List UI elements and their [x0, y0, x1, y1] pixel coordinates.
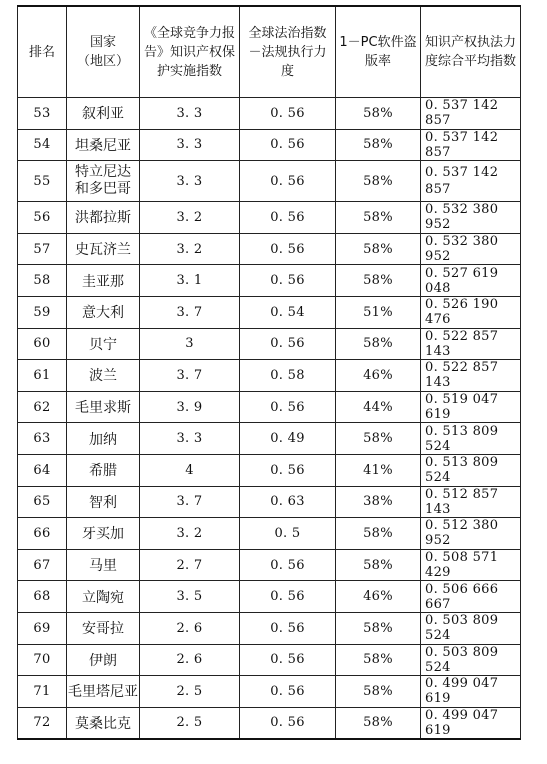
- cell-piracy-rate: 38%: [336, 486, 421, 518]
- cell-composite-index: 0. 532 380 952: [421, 202, 521, 234]
- cell-ip-index: 2. 7: [140, 549, 240, 581]
- cell-country: 叙利亚: [67, 98, 140, 130]
- cell-ip-index: 3. 5: [140, 581, 240, 613]
- cell-country: 安哥拉: [67, 612, 140, 644]
- table-row: [18, 328, 521, 360]
- table-row: [18, 233, 521, 265]
- cell-composite-index: 0. 513 809 524: [421, 423, 521, 455]
- table-row: [18, 644, 521, 676]
- cell-rule-index: 0. 56: [240, 549, 336, 581]
- cell-rank: 69: [18, 612, 67, 644]
- cell-composite-index: 0. 506 666 667: [421, 581, 521, 613]
- cell-rank: 63: [18, 423, 67, 455]
- cell-rule-index: 0. 56: [240, 265, 336, 297]
- header-country: 国家 （地区）: [67, 6, 140, 98]
- cell-composite-index: 0. 537 142 857: [421, 98, 521, 130]
- header-row: [18, 6, 521, 98]
- table-row: [18, 202, 521, 234]
- cell-rule-index: 0. 56: [240, 391, 336, 423]
- cell-rule-index: 0. 56: [240, 328, 336, 360]
- cell-piracy-rate: 58%: [336, 518, 421, 550]
- cell-rule-index: 0. 56: [240, 129, 336, 161]
- cell-ip-index: 2. 5: [140, 676, 240, 708]
- cell-ip-index: 3. 3: [140, 98, 240, 130]
- cell-rule-index: 0. 56: [240, 454, 336, 486]
- cell-piracy-rate: 51%: [336, 296, 421, 328]
- cell-country: 莫桑比克: [67, 707, 140, 739]
- cell-rule-index: 0. 56: [240, 612, 336, 644]
- cell-ip-index: 3: [140, 328, 240, 360]
- cell-piracy-rate: 58%: [336, 233, 421, 265]
- cell-piracy-rate: 58%: [336, 202, 421, 234]
- cell-ip-index: 3. 7: [140, 486, 240, 518]
- cell-rule-index: 0. 56: [240, 98, 336, 130]
- cell-composite-index: 0. 522 857 143: [421, 360, 521, 392]
- cell-piracy-rate: 58%: [336, 549, 421, 581]
- cell-rank: 71: [18, 676, 67, 708]
- table-row: [18, 129, 521, 161]
- cell-ip-index: 3. 2: [140, 202, 240, 234]
- cell-rule-index: 0. 56: [240, 233, 336, 265]
- cell-ip-index: 4: [140, 454, 240, 486]
- cell-rank: 58: [18, 265, 67, 297]
- cell-country: 加纳: [67, 423, 140, 455]
- cell-piracy-rate: 46%: [336, 581, 421, 613]
- cell-composite-index: 0. 499 047 619: [421, 707, 521, 739]
- cell-country: 意大利: [67, 296, 140, 328]
- cell-ip-index: 2. 6: [140, 644, 240, 676]
- table-row: [18, 581, 521, 613]
- cell-country: 波兰: [67, 360, 140, 392]
- cell-country: 立陶宛: [67, 581, 140, 613]
- cell-ip-index: 2. 5: [140, 707, 240, 739]
- cell-composite-index: 0. 513 809 524: [421, 454, 521, 486]
- header-rule-of-law-index: 全球法治指数－法规执行力度: [240, 6, 336, 98]
- cell-ip-index: 3. 3: [140, 423, 240, 455]
- cell-ip-index: 3. 7: [140, 296, 240, 328]
- cell-country: 特立尼达 和多巴哥: [67, 161, 140, 202]
- cell-country: 圭亚那: [67, 265, 140, 297]
- table-row: [18, 454, 521, 486]
- cell-country: 希腊: [67, 454, 140, 486]
- cell-rule-index: 0. 56: [240, 161, 336, 202]
- table-row: [18, 391, 521, 423]
- cell-rank: 64: [18, 454, 67, 486]
- cell-rank: 53: [18, 98, 67, 130]
- cell-ip-index: 3. 1: [140, 265, 240, 297]
- cell-composite-index: 0. 503 809 524: [421, 612, 521, 644]
- cell-country: 史瓦济兰: [67, 233, 140, 265]
- table-row: [18, 161, 521, 202]
- table-row: [18, 423, 521, 455]
- cell-rank: 60: [18, 328, 67, 360]
- cell-rank: 67: [18, 549, 67, 581]
- cell-piracy-rate: 58%: [336, 612, 421, 644]
- header-composite-index: 知识产权执法力度综合平均指数: [421, 6, 521, 98]
- table-row: [18, 98, 521, 130]
- cell-piracy-rate: 46%: [336, 360, 421, 392]
- cell-piracy-rate: 58%: [336, 265, 421, 297]
- cell-rule-index: 0. 56: [240, 202, 336, 234]
- cell-country: 智利: [67, 486, 140, 518]
- header-rank: 排名: [18, 6, 67, 98]
- cell-piracy-rate: 58%: [336, 161, 421, 202]
- cell-rule-index: 0. 56: [240, 707, 336, 739]
- cell-rule-index: 0. 63: [240, 486, 336, 518]
- cell-ip-index: 2. 6: [140, 612, 240, 644]
- cell-rank: 62: [18, 391, 67, 423]
- cell-rank: 68: [18, 581, 67, 613]
- cell-rank: 70: [18, 644, 67, 676]
- table-row: [18, 612, 521, 644]
- table-row: [18, 707, 521, 739]
- cell-rank: 59: [18, 296, 67, 328]
- cell-piracy-rate: 41%: [336, 454, 421, 486]
- header-piracy-rate: 1－PC软件盗版率: [336, 6, 421, 98]
- cell-country: 伊朗: [67, 644, 140, 676]
- cell-composite-index: 0. 503 809 524: [421, 644, 521, 676]
- cell-rank: 61: [18, 360, 67, 392]
- cell-rule-index: 0. 54: [240, 296, 336, 328]
- cell-piracy-rate: 44%: [336, 391, 421, 423]
- cell-composite-index: 0. 537 142 857: [421, 129, 521, 161]
- cell-country: 贝宁: [67, 328, 140, 360]
- cell-rank: 55: [18, 161, 67, 202]
- cell-rank: 57: [18, 233, 67, 265]
- table-row: [18, 360, 521, 392]
- cell-rule-index: 0. 58: [240, 360, 336, 392]
- cell-piracy-rate: 58%: [336, 328, 421, 360]
- cell-piracy-rate: 58%: [336, 644, 421, 676]
- cell-rule-index: 0. 56: [240, 676, 336, 708]
- cell-composite-index: 0. 512 380 952: [421, 518, 521, 550]
- cell-rank: 54: [18, 129, 67, 161]
- cell-country: 坦桑尼亚: [67, 129, 140, 161]
- table-container: [17, 5, 521, 740]
- cell-piracy-rate: 58%: [336, 707, 421, 739]
- cell-rank: 56: [18, 202, 67, 234]
- cell-composite-index: 0. 532 380 952: [421, 233, 521, 265]
- cell-rule-index: 0. 56: [240, 644, 336, 676]
- table-row: [18, 296, 521, 328]
- cell-ip-index: 3. 3: [140, 129, 240, 161]
- cell-composite-index: 0. 526 190 476: [421, 296, 521, 328]
- cell-composite-index: 0. 527 619 048: [421, 265, 521, 297]
- cell-piracy-rate: 58%: [336, 129, 421, 161]
- cell-ip-index: 3. 9: [140, 391, 240, 423]
- cell-rank: 65: [18, 486, 67, 518]
- table-row: [18, 265, 521, 297]
- cell-piracy-rate: 58%: [336, 423, 421, 455]
- cell-country: 毛里求斯: [67, 391, 140, 423]
- cell-composite-index: 0. 537 142 857: [421, 161, 521, 202]
- cell-country: 牙买加: [67, 518, 140, 550]
- ip-enforcement-table: [17, 5, 521, 740]
- cell-rule-index: 0. 5: [240, 518, 336, 550]
- cell-composite-index: 0. 499 047 619: [421, 676, 521, 708]
- table-row: [18, 486, 521, 518]
- cell-piracy-rate: 58%: [336, 676, 421, 708]
- cell-ip-index: 3. 3: [140, 161, 240, 202]
- header-ip-protection-index: 《全球竞争力报告》知识产权保护实施指数: [140, 6, 240, 98]
- cell-composite-index: 0. 512 857 143: [421, 486, 521, 518]
- cell-ip-index: 3. 2: [140, 518, 240, 550]
- cell-country: 洪都拉斯: [67, 202, 140, 234]
- cell-rank: 72: [18, 707, 67, 739]
- cell-composite-index: 0. 519 047 619: [421, 391, 521, 423]
- table-row: [18, 676, 521, 708]
- cell-rule-index: 0. 56: [240, 581, 336, 613]
- table-row: [18, 518, 521, 550]
- table-row: [18, 549, 521, 581]
- cell-composite-index: 0. 508 571 429: [421, 549, 521, 581]
- cell-rule-index: 0. 49: [240, 423, 336, 455]
- cell-composite-index: 0. 522 857 143: [421, 328, 521, 360]
- cell-ip-index: 3. 2: [140, 233, 240, 265]
- cell-country: 毛里塔尼亚: [67, 676, 140, 708]
- cell-piracy-rate: 58%: [336, 98, 421, 130]
- cell-rank: 66: [18, 518, 67, 550]
- cell-ip-index: 3. 7: [140, 360, 240, 392]
- cell-country: 马里: [67, 549, 140, 581]
